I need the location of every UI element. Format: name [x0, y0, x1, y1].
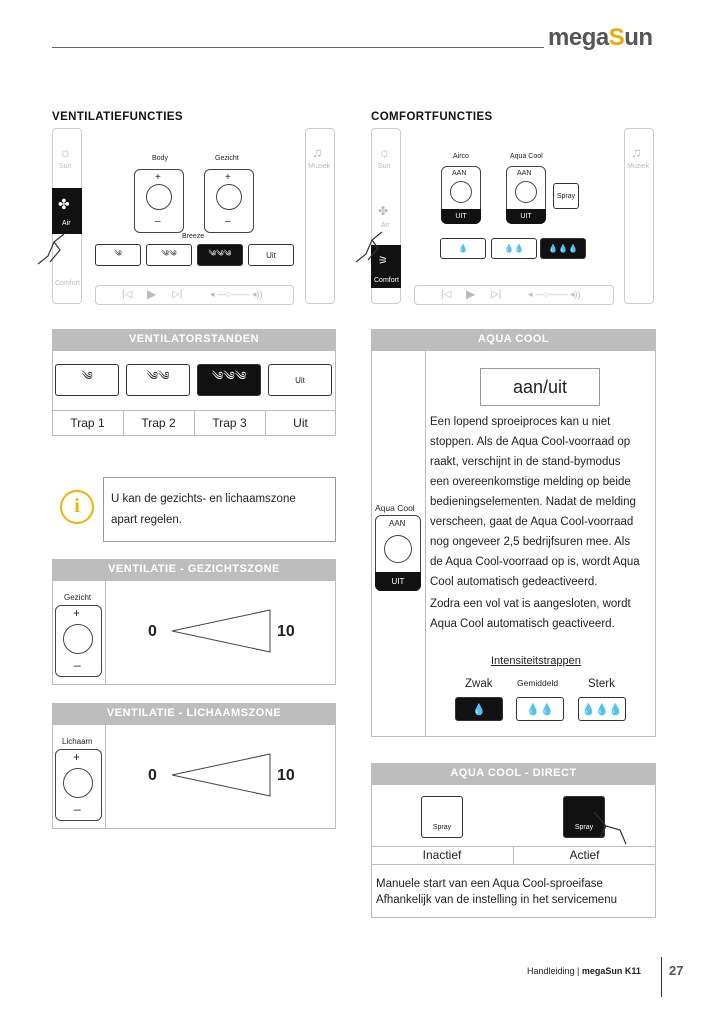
breeze-off-button[interactable]: Uit [248, 244, 294, 266]
breeze-label: Breeze [182, 233, 205, 240]
page-number: 27 [669, 963, 684, 978]
sidebar-air-label: Air [62, 220, 71, 227]
spray-active-button[interactable]: Spray [563, 796, 605, 838]
sidebar-comfort-label-2: Comfort [374, 277, 399, 284]
fan-icon-2: ✤ [378, 204, 389, 218]
lichaam-min-value: 0 [148, 767, 157, 784]
lichaam-label: Lichaam [62, 737, 93, 746]
airco-uit[interactable]: UIT [441, 209, 481, 224]
aquacool-uit[interactable]: UIT [506, 209, 546, 224]
lichaam-max-value: 10 [277, 767, 295, 784]
sun-icon: ☼ [59, 144, 72, 160]
sidebar-comfort-label: Comfort [55, 280, 80, 287]
spray-button-small[interactable]: Spray [553, 183, 579, 209]
para1-line: de Aqua Cool-voorraad op is, wordt Aqua [430, 556, 640, 568]
sidebar-muziek-label-2: Muziek [627, 163, 650, 170]
info-line1: U kan de gezichts- en lichaamszone [111, 493, 296, 505]
body-label: Body [152, 155, 168, 162]
footer-model: megaSun K11 [581, 966, 641, 976]
para1-line: nog ongeveer 2,5 bedrijfsuren mee. Als [430, 536, 631, 548]
gemiddeld-button[interactable]: 💧💧 [516, 697, 564, 721]
header-rule [52, 47, 544, 48]
gezicht-min-value: 0 [148, 623, 157, 640]
zwak-label: Zwak [465, 678, 493, 690]
prev-icon-2[interactable]: |◁ [441, 289, 452, 300]
gezicht-level-wedge [170, 608, 272, 654]
gezicht-label: Gezicht [215, 155, 239, 162]
gezichtszone-header: VENTILATIE - GEZICHTSZONE [52, 559, 336, 580]
body-fan-icon [146, 184, 172, 210]
aquacool-side-label: Aqua Cool [375, 503, 415, 513]
lichaam-level-wedge [170, 752, 272, 798]
para1-line: verscheen, gaat de Aqua Cool-voorraad [430, 516, 634, 528]
body-minus[interactable]: – [155, 216, 161, 227]
sterk-label: Sterk [588, 678, 615, 690]
hand-pointer-icon-2 [352, 218, 392, 268]
music-icon: ♫ [312, 144, 323, 160]
aquacool-side-icon [384, 535, 412, 563]
breeze-level-1-button[interactable]: ༄ [95, 244, 141, 266]
play-icon[interactable]: ▶ [147, 287, 157, 301]
para2-line: Zodra een vol vat is aangesloten, wordt [430, 598, 631, 610]
aan-uit-box: aan/uit [480, 368, 600, 406]
volume-slider-2[interactable]: ◂ —○—— ◂)) [528, 289, 581, 299]
uit-button[interactable]: Uit [268, 364, 332, 396]
divider [425, 350, 426, 737]
trap2-button[interactable]: ༄༄ [126, 364, 190, 396]
gezicht-plus[interactable]: + [73, 606, 81, 620]
actief-label: Actief [569, 848, 600, 862]
sidebar-air-label-2: Air [381, 222, 390, 229]
direct-desc-2: Afhankelijk van de instelling in het servicemenu [376, 894, 617, 906]
level-label-2: Trap 2 [141, 416, 176, 430]
play-icon-2[interactable]: ▶ [466, 287, 476, 301]
footer-text [527, 966, 641, 976]
next-icon[interactable]: ▷| [172, 289, 183, 300]
aquacool-aan[interactable]: AAN [517, 170, 532, 177]
music-icon-2: ♫ [631, 144, 642, 160]
divider [371, 864, 656, 865]
para1-line: bedieningselementen. Nadat de melding [430, 496, 636, 508]
aquacool-paragraph-1 [430, 412, 651, 592]
aquacool-paragraph-2 [430, 594, 651, 634]
hand-pointer-icon [34, 220, 74, 270]
face-fan-icon [216, 184, 242, 210]
lichaamszone-header: VENTILATIE - LICHAAMSZONE [52, 703, 336, 724]
para1-line: Cool automatisch gedeactiveerd. [430, 576, 598, 588]
intensity-1-button-small[interactable]: 💧 [440, 238, 486, 259]
para1-line: Een lopend sproeiproces kan u niet [430, 416, 611, 428]
inactief-label: Inactief [422, 848, 462, 862]
airco-aan[interactable]: AAN [452, 170, 467, 177]
prev-icon[interactable]: |◁ [122, 289, 133, 300]
ventilatorstanden-header: VENTILATORSTANDEN [52, 329, 336, 350]
hand-pointer-icon-3 [590, 808, 630, 848]
sidebar-sun-label-2: Sun [378, 163, 391, 170]
sidebar-muziek-label: Muziek [308, 163, 331, 170]
aquacool-side-aan[interactable]: AAN [389, 519, 406, 528]
para1-line: stoppen. Als de Aqua Cool-voorraad op [430, 436, 631, 448]
breeze-level-2-button[interactable]: ༄༄ [146, 244, 192, 266]
comfort-icon: ⚞ [378, 255, 388, 267]
intensity-2-button-small[interactable]: 💧💧 [491, 238, 537, 259]
gezicht-minus[interactable]: – [74, 658, 81, 672]
gemiddeld-label: Gemiddeld [517, 678, 559, 688]
level-label-4: Uit [293, 416, 308, 430]
intensity-title: Intensiteitstrappen [491, 655, 581, 667]
zwak-button[interactable]: 💧 [455, 697, 503, 721]
aquacool-label-top: Aqua Cool [510, 153, 543, 160]
volume-slider[interactable]: ◂ —○—— ◂)) [210, 289, 263, 299]
breeze-level-3-button[interactable]: ༄༄༄ [197, 244, 243, 266]
divider [105, 580, 106, 685]
trap1-button[interactable]: ༄ [55, 364, 119, 396]
section-title-comfortfuncties: COMFORTFUNCTIES [371, 111, 493, 123]
airco-label: Airco [453, 153, 469, 160]
gezicht-label-2: Gezicht [64, 593, 92, 602]
trap3-button[interactable]: ༄༄༄ [197, 364, 261, 396]
body-fan-icon-2 [63, 768, 93, 798]
intensity-3-button-small[interactable]: 💧💧💧 [540, 238, 586, 259]
divider [105, 724, 106, 829]
body-plus[interactable]: + [155, 172, 161, 183]
fan-icon: ✤ [58, 196, 70, 212]
lichaam-minus[interactable]: – [74, 802, 81, 816]
divider [661, 957, 662, 997]
para2-line: Aqua Cool automatisch geactiveerd. [430, 618, 615, 630]
face-plus[interactable]: + [225, 172, 231, 183]
aquacool-direct-header: AQUA COOL - DIRECT [371, 763, 656, 784]
sun-icon-2: ☼ [378, 144, 391, 160]
airco-icon [450, 181, 472, 203]
info-line2: apart regelen. [111, 514, 182, 526]
para1-line: een overeenkomstige melding op beide [430, 476, 631, 488]
sidebar-sun-label: Sun [59, 163, 72, 170]
direct-desc-1: Manuele start van een Aqua Cool-sproeifase [376, 878, 603, 890]
sterk-button[interactable]: 💧💧💧 [578, 697, 626, 721]
aquacool-header: AQUA COOL [371, 329, 656, 350]
footer-prefix: Handleiding | [527, 966, 582, 976]
face-fan-icon-2 [63, 624, 93, 654]
next-icon-2[interactable]: ▷| [491, 289, 502, 300]
face-minus[interactable]: – [225, 216, 231, 227]
info-icon: i [60, 490, 94, 524]
gezicht-max-value: 10 [277, 623, 295, 640]
level-label-1: Trap 1 [70, 416, 105, 430]
aquacool-icon [515, 181, 537, 203]
para1-line: raakt, verschijnt in de stand-bymodus [430, 456, 621, 468]
megasun-logo: megaSun [548, 24, 653, 51]
aquacool-side-uit[interactable]: UIT [375, 572, 421, 591]
lichaam-plus[interactable]: + [73, 750, 81, 764]
spray-inactive-button[interactable]: Spray [421, 796, 463, 838]
section-title-ventilatiefuncties: VENTILATIEFUNCTIES [52, 111, 183, 123]
level-label-3: Trap 3 [212, 416, 247, 430]
